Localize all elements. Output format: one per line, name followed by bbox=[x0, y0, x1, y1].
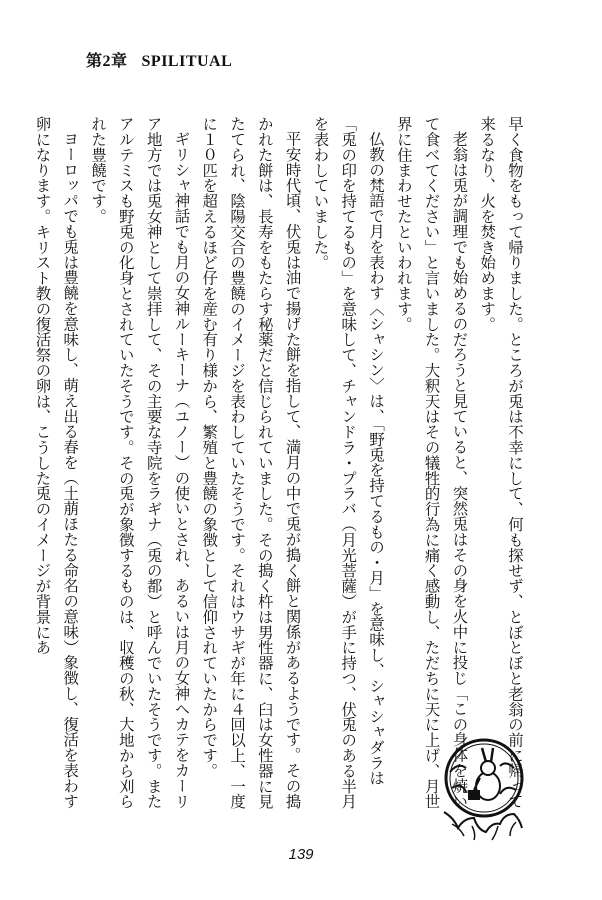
page-number: 139 bbox=[288, 846, 314, 863]
paragraph: 早く食物をもって帰りました。ところが兎は不幸にして、何も探せず、とぼとぼと老翁の前に帰って来るなり、火を焚き始めます。 bbox=[478, 116, 524, 809]
chapter-title: SPILITUAL bbox=[141, 53, 233, 70]
paragraph: ギリシャ神話でも月の女神ルーキーナ（ユノー）の使いとされ、あるいは月の女神ヘカテをカーリア地方では兎女神として崇拝して、その主要な寺院をラギナ（兎の都）と呼んでいたそうです。またアルテミスも野兎の化身とされていたそうです。その兎が象徴するものは、収穫の秋、大地から刈られた豊饒です。 bbox=[89, 116, 191, 809]
paragraph: ヨーロッパでも兎は豊饒を意味し、萌え出る春を（土萠ほたる命名の意味）象徴し、復活を表わす卵になります。キリスト教の復活祭の卵は、こうした兎のイメージが背景にあ bbox=[33, 116, 80, 809]
chapter-number: 第2章 bbox=[86, 53, 128, 70]
vertical-body-text bbox=[33, 116, 528, 816]
paragraph: 老翁は兎が調理でも始めるのだろうと見ていると、突然兎はその身を火中に投じ「この身体を焼いて食べてください」と言いました。大釈天はその犠牲的行為に痛く感動し、ただちに天に上げ、月世界に住まわせたといわれます。 bbox=[394, 116, 469, 809]
paragraph: 仏教の梵語で月を表わす〈シャシン〉は、「野兎を持てるもの・月」を意味し、シャシャダラは「兎の印を持てるもの」を意味して、チャンドラ・プラバ（月光菩薩）が手に持つ、伏兎のある半月を表わしていました。 bbox=[311, 116, 386, 809]
paragraph: 平安時代頃、伏兎は油で揚げた餅を指して、満月の中で兎が搗く餅と関係があるようです。その搗かれた餅は、長寿をもたらす秘薬だと信じられていました。その搗く杵は男性器に、臼は女性器に見たてられ、陰陽交合の豊饒のイメージを表わしていたそうです。それはウサギが年に４回以上、一度に１０匹を超えるほど仔を産む有り様から、繁殖と豊饒の象徴として信仰されていたからです。 bbox=[200, 116, 302, 809]
chapter-header bbox=[86, 48, 232, 71]
moon-rabbit-illustration bbox=[432, 728, 536, 844]
